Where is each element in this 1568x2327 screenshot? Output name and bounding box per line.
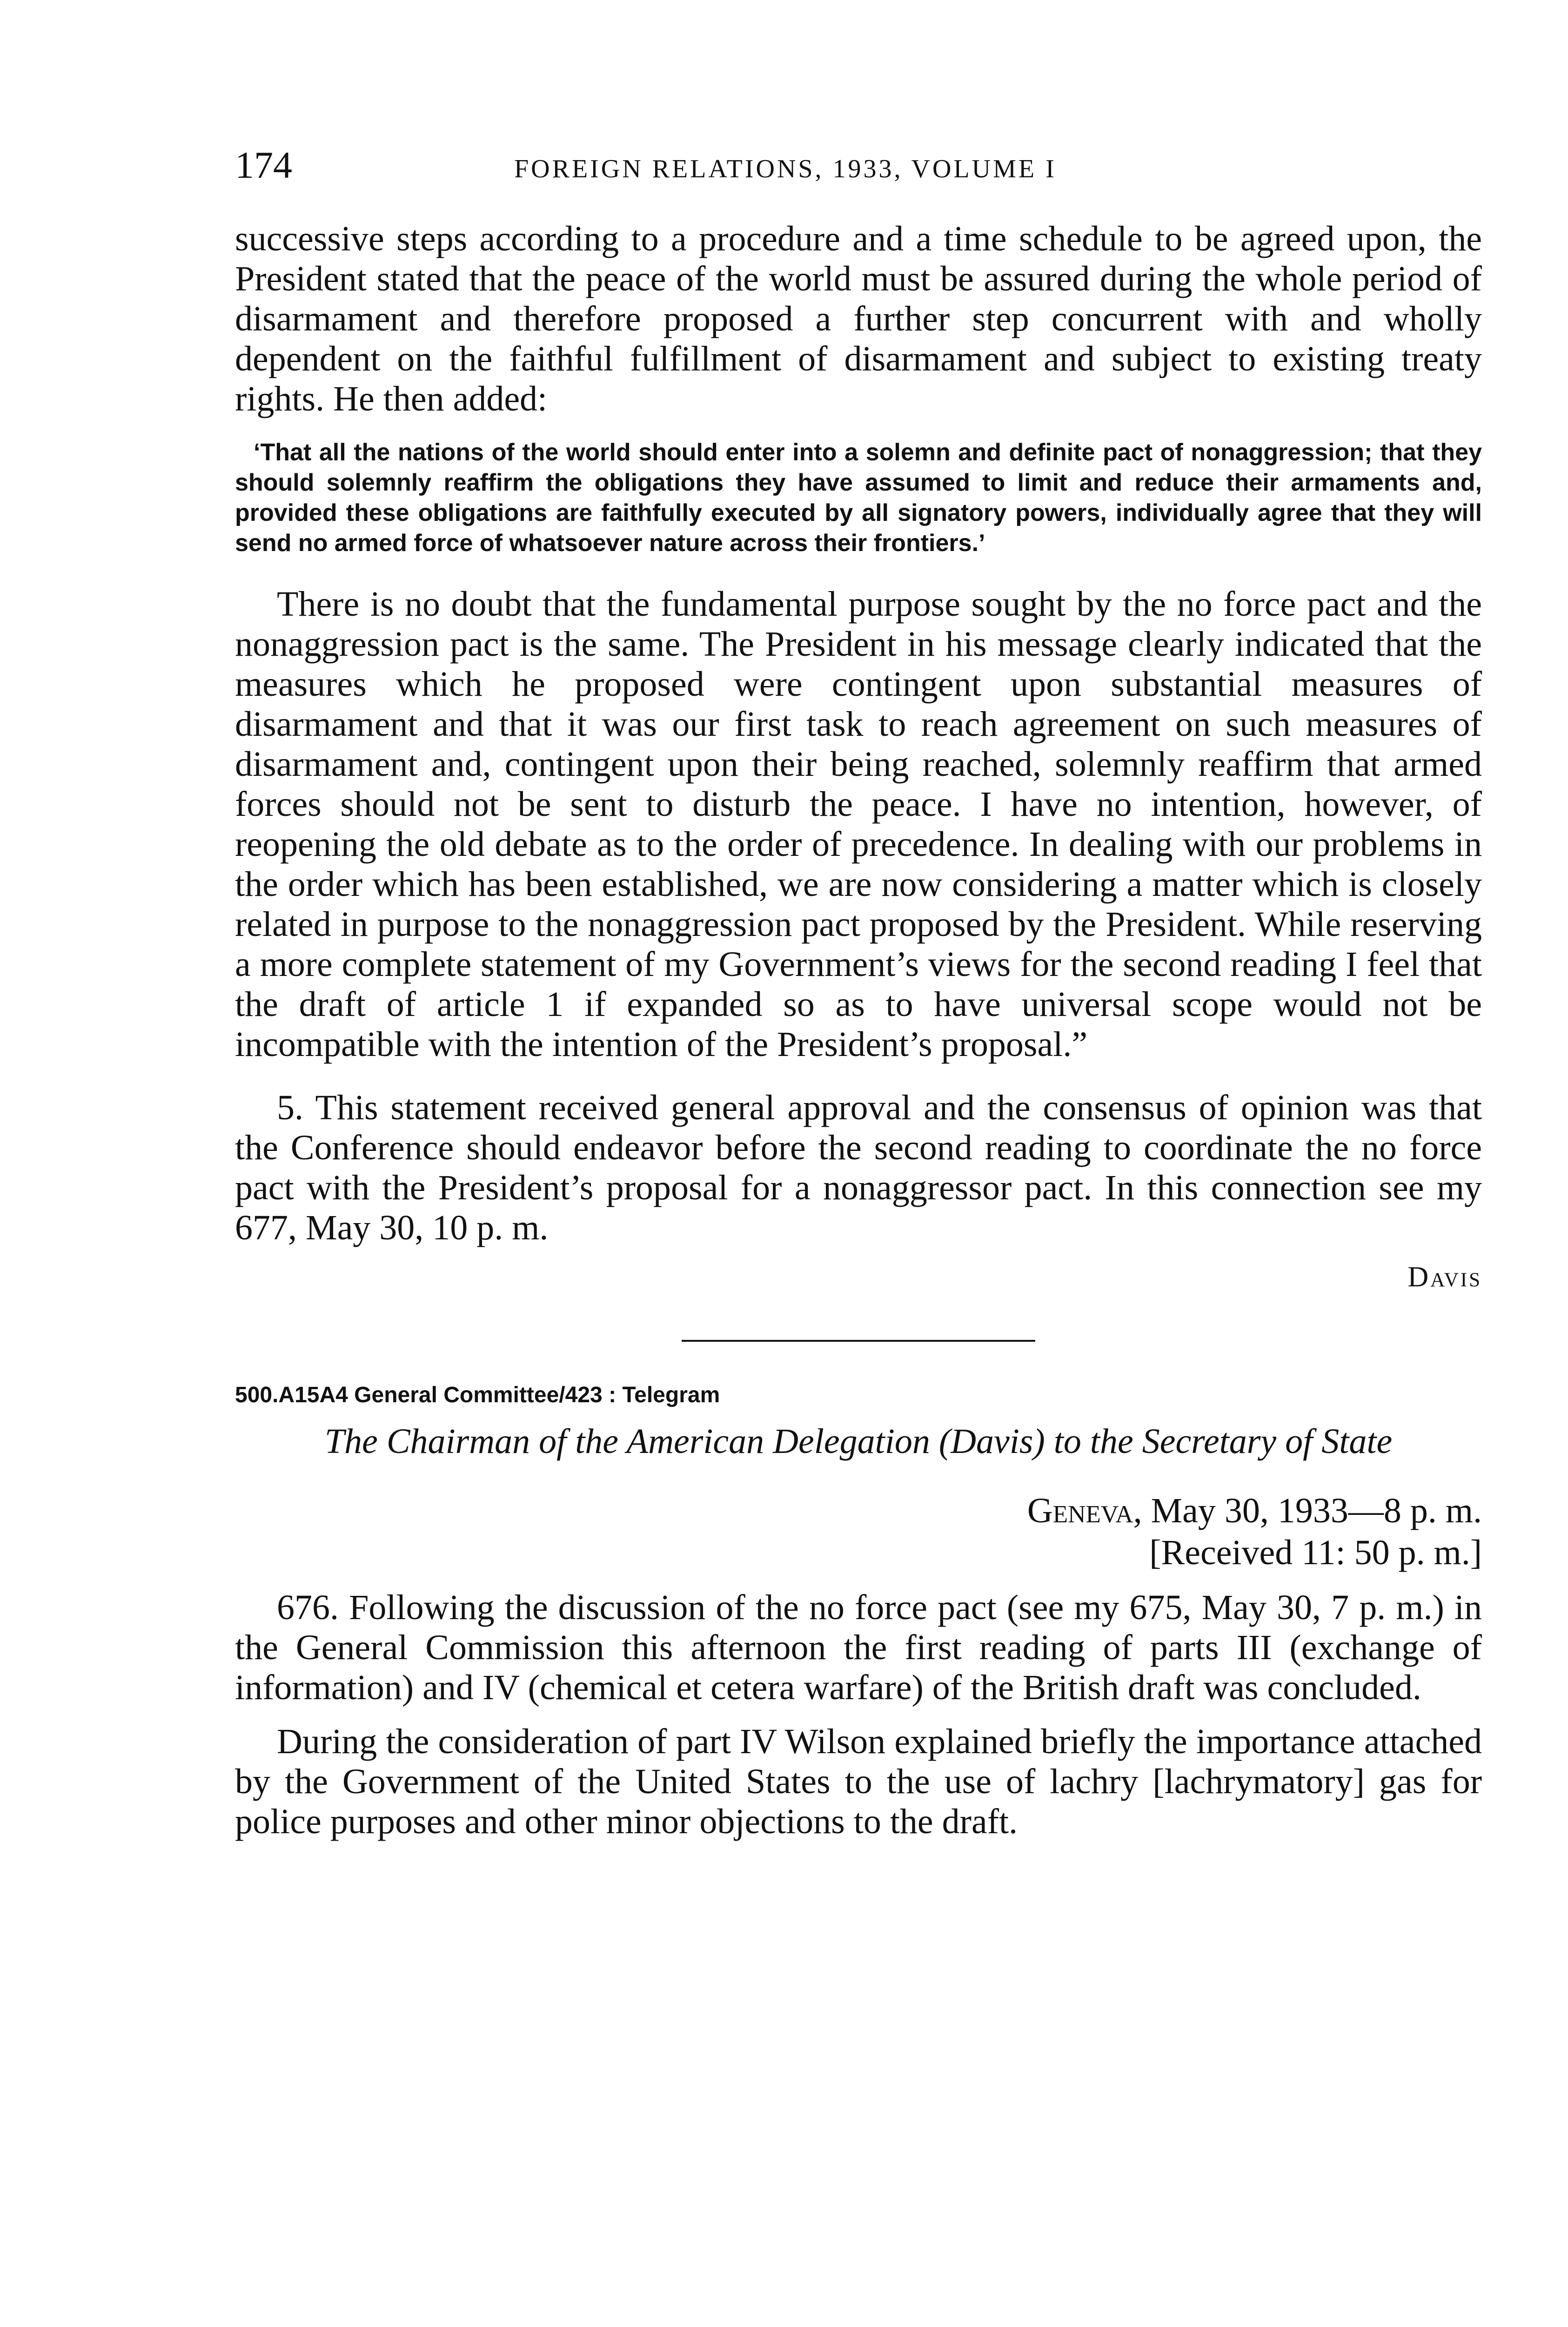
- telegram-paragraph-wilson: During the consideration of part IV Wilson explained briefly the importance attached by the Government of the United States to the use of lachry [lachrymatory] gas for police purposes and other minor objections to the draft.: [235, 1722, 1482, 1841]
- document-title: The Chairman of the American Delegation (Davis) to the Secretary of State: [324, 1422, 1393, 1461]
- section-divider: [682, 1340, 1035, 1342]
- dateline: [235, 1490, 1482, 1532]
- running-title: FOREIGN RELATIONS, 1933, VOLUME I: [514, 155, 1057, 183]
- dateline-place: Geneva: [1027, 1491, 1133, 1530]
- document-page: [235, 140, 1482, 1842]
- running-head: [235, 140, 1482, 191]
- body-paragraph-no-doubt: There is no doubt that the fundamental purpose sought by the no force pact and the nonaggression pact is the same. The President in his message clearly indicated that the measures which he proposed were contingent upon substantial measures of disarmament and that it was our first task to reach agreement on such measures of disarmament and, contingent upon their being reached, solemnly reaffirm that armed forces should not be sent to disturb the peace. I have no intention, however, of reopening the old debate as to the order of precedence. In dealing with our problems in the order which has been established, we are now considering a matter which is closely related in purpose to the nonaggression pact proposed by the President. While reserving a more complete statement of my Government’s views for the second reading I feel that the draft of article 1 if expanded so as to have universal scope would not be incompatible with the intention of the President’s proposal.”: [235, 585, 1482, 1064]
- numbered-paragraph-5: 5. This statement received general approval and the consensus of opinion was that the Conference should endeavor before the second reading to coordinate the no force pact with the President’s proposal for a nonaggressor pact. In this connection see my 677, May 30, 10 p. m.: [235, 1088, 1482, 1247]
- quoted-proposal: ‘That all the nations of the world should enter into a solemn and definite pact of nonaggression; that they should solemnly reaffirm the obligations they have assumed to limit and reduce their armaments and, provided these obligations are faithfully executed by all signatory powers, individually agree that they will send no armed force of whatsoever nature across their frontiers.’: [235, 439, 1482, 557]
- opening-paragraph: successive steps according to a procedure and a time schedule to be agreed upon, the President stated that the peace of the world must be assured during the whole period of disarmament and therefore proposed a further step concurrent with and wholly dependent on the faithful fulfillment of disarmament and subject to existing treaty rights. He then added:: [235, 219, 1482, 418]
- dateline-date: , May 30, 1933—8 p. m.: [1133, 1491, 1482, 1530]
- received-note: [Received 11: 50 p. m.]: [1149, 1533, 1482, 1572]
- page-number: 174: [235, 144, 292, 186]
- signature: Davis: [1407, 1261, 1482, 1293]
- file-reference: 500.A15A4 General Committee/423 : Telegram: [235, 1383, 720, 1407]
- telegram-paragraph-676: 676. Following the discussion of the no force pact (see my 675, May 30, 7 p. m.) in the General Commission this afternoon the first reading of parts III (exchange of information) and IV (chemical et cetera warfare) of the British draft was concluded.: [235, 1588, 1482, 1707]
